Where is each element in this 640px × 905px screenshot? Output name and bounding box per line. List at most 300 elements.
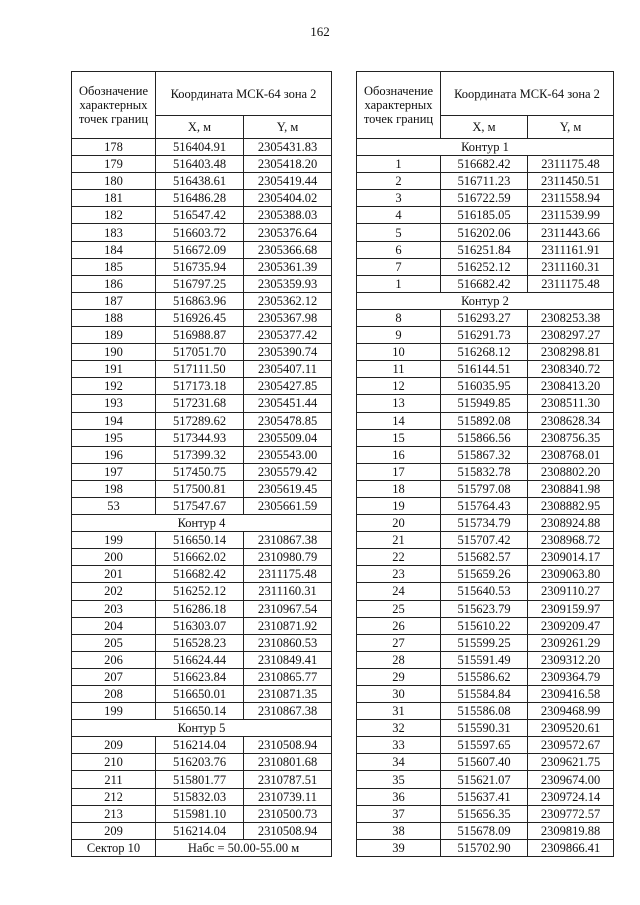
point-cell: 209 bbox=[72, 737, 156, 754]
y-cell: 2310867.38 bbox=[244, 703, 332, 720]
table-row bbox=[357, 668, 614, 685]
coordinates-table-left bbox=[71, 71, 332, 857]
point-cell: 200 bbox=[72, 549, 156, 566]
point-cell: 3 bbox=[357, 190, 441, 207]
y-cell: 2311175.48 bbox=[244, 566, 332, 583]
table-row bbox=[72, 822, 332, 839]
table-row bbox=[357, 258, 614, 275]
x-cell: 515797.08 bbox=[441, 480, 528, 497]
x-cell: 515586.62 bbox=[441, 668, 528, 685]
point-cell: 207 bbox=[72, 668, 156, 685]
section-label: Контур 5 bbox=[72, 720, 332, 737]
point-cell: 202 bbox=[72, 583, 156, 600]
point-cell: 21 bbox=[357, 532, 441, 549]
y-cell: 2308882.95 bbox=[528, 497, 614, 514]
x-cell: 516650.14 bbox=[156, 532, 244, 549]
x-cell: 516682.42 bbox=[441, 156, 528, 173]
table-row bbox=[72, 651, 332, 668]
table-row bbox=[72, 805, 332, 822]
sector-height: Набс = 50.00-55.00 м bbox=[156, 839, 332, 856]
y-cell: 2308768.01 bbox=[528, 446, 614, 463]
table-row bbox=[357, 429, 614, 446]
point-cell: 193 bbox=[72, 395, 156, 412]
y-cell: 2310865.77 bbox=[244, 668, 332, 685]
x-cell: 516486.28 bbox=[156, 190, 244, 207]
y-cell: 2309209.47 bbox=[528, 617, 614, 634]
x-cell: 517344.93 bbox=[156, 429, 244, 446]
y-cell: 2309674.00 bbox=[528, 771, 614, 788]
table-row bbox=[72, 378, 332, 395]
y-cell: 2305419.44 bbox=[244, 173, 332, 190]
point-cell: 8 bbox=[357, 309, 441, 326]
table-row bbox=[357, 275, 614, 292]
x-cell: 515640.53 bbox=[441, 583, 528, 600]
y-cell: 2309866.41 bbox=[528, 839, 614, 856]
point-cell: 197 bbox=[72, 463, 156, 480]
point-cell: 1 bbox=[357, 275, 441, 292]
point-cell: 29 bbox=[357, 668, 441, 685]
table-row bbox=[357, 480, 614, 497]
x-cell: 516624.44 bbox=[156, 651, 244, 668]
table-row bbox=[72, 737, 332, 754]
table-row bbox=[357, 361, 614, 378]
table-row bbox=[72, 292, 332, 309]
sector-label: Сектор 10 bbox=[72, 839, 156, 856]
point-cell: 181 bbox=[72, 190, 156, 207]
point-cell: 179 bbox=[72, 156, 156, 173]
y-cell: 2308756.35 bbox=[528, 429, 614, 446]
table-row bbox=[357, 515, 614, 532]
y-cell: 2308298.81 bbox=[528, 344, 614, 361]
point-cell: 19 bbox=[357, 497, 441, 514]
x-cell: 517547.67 bbox=[156, 497, 244, 514]
x-cell: 516202.06 bbox=[441, 224, 528, 241]
table-row bbox=[72, 788, 332, 805]
table-row bbox=[357, 600, 614, 617]
point-cell: 22 bbox=[357, 549, 441, 566]
table-row bbox=[357, 549, 614, 566]
point-cell: 13 bbox=[357, 395, 441, 412]
table-row bbox=[72, 275, 332, 292]
y-cell: 2310508.94 bbox=[244, 737, 332, 754]
point-cell: 34 bbox=[357, 754, 441, 771]
y-cell: 2309468.99 bbox=[528, 703, 614, 720]
point-cell: 28 bbox=[357, 651, 441, 668]
y-cell: 2309819.88 bbox=[528, 822, 614, 839]
point-cell: 213 bbox=[72, 805, 156, 822]
point-cell: 32 bbox=[357, 720, 441, 737]
table-row bbox=[357, 327, 614, 344]
x-cell: 516672.09 bbox=[156, 241, 244, 258]
point-cell: 195 bbox=[72, 429, 156, 446]
y-cell: 2311443.66 bbox=[528, 224, 614, 241]
x-cell: 515764.43 bbox=[441, 497, 528, 514]
x-cell: 517051.70 bbox=[156, 344, 244, 361]
table-row bbox=[72, 583, 332, 600]
table-row bbox=[357, 720, 614, 737]
table-row bbox=[72, 344, 332, 361]
y-cell: 2308340.72 bbox=[528, 361, 614, 378]
table-row bbox=[72, 412, 332, 429]
y-column-header: Y, м bbox=[528, 116, 614, 139]
point-cell: 16 bbox=[357, 446, 441, 463]
y-cell: 2305362.12 bbox=[244, 292, 332, 309]
x-cell: 516203.76 bbox=[156, 754, 244, 771]
table-row bbox=[357, 703, 614, 720]
x-cell: 517231.68 bbox=[156, 395, 244, 412]
x-cell: 516252.12 bbox=[156, 583, 244, 600]
y-cell: 2305418.20 bbox=[244, 156, 332, 173]
x-cell: 516623.84 bbox=[156, 668, 244, 685]
y-cell: 2310508.94 bbox=[244, 822, 332, 839]
x-cell: 517399.32 bbox=[156, 446, 244, 463]
y-cell: 2311160.31 bbox=[244, 583, 332, 600]
point-cell: 10 bbox=[357, 344, 441, 361]
section-label: Контур 1 bbox=[357, 139, 614, 156]
x-cell: 515866.56 bbox=[441, 429, 528, 446]
table-row bbox=[72, 463, 332, 480]
table-row bbox=[357, 686, 614, 703]
section-row bbox=[72, 515, 332, 532]
table-row bbox=[72, 497, 332, 514]
point-cell: 33 bbox=[357, 737, 441, 754]
x-cell: 515801.77 bbox=[156, 771, 244, 788]
point-cell: 189 bbox=[72, 327, 156, 344]
y-cell: 2309572.67 bbox=[528, 737, 614, 754]
table-row bbox=[357, 224, 614, 241]
point-cell: 39 bbox=[357, 839, 441, 856]
point-cell: 1 bbox=[357, 156, 441, 173]
y-cell: 2310500.73 bbox=[244, 805, 332, 822]
coordinates-table-right bbox=[356, 71, 614, 857]
table-row bbox=[72, 686, 332, 703]
x-cell: 516252.12 bbox=[441, 258, 528, 275]
table-row bbox=[357, 395, 614, 412]
y-cell: 2305619.45 bbox=[244, 480, 332, 497]
x-cell: 515607.40 bbox=[441, 754, 528, 771]
x-cell: 517173.18 bbox=[156, 378, 244, 395]
point-cell: 20 bbox=[357, 515, 441, 532]
x-cell: 515832.03 bbox=[156, 788, 244, 805]
point-cell: 208 bbox=[72, 686, 156, 703]
x-cell: 516528.23 bbox=[156, 634, 244, 651]
point-cell: 12 bbox=[357, 378, 441, 395]
table-row bbox=[72, 446, 332, 463]
section-label: Контур 4 bbox=[72, 515, 332, 532]
point-cell: 191 bbox=[72, 361, 156, 378]
y-cell: 2305377.42 bbox=[244, 327, 332, 344]
y-cell: 2305427.85 bbox=[244, 378, 332, 395]
y-cell: 2311161.91 bbox=[528, 241, 614, 258]
x-cell: 516404.91 bbox=[156, 139, 244, 156]
y-cell: 2308511.30 bbox=[528, 395, 614, 412]
table-row bbox=[72, 634, 332, 651]
point-cell: 204 bbox=[72, 617, 156, 634]
y-cell: 2305543.00 bbox=[244, 446, 332, 463]
section-row bbox=[357, 139, 614, 156]
x-cell: 516291.73 bbox=[441, 327, 528, 344]
y-cell: 2311160.31 bbox=[528, 258, 614, 275]
y-cell: 2310860.53 bbox=[244, 634, 332, 651]
point-cell: 24 bbox=[357, 583, 441, 600]
table-row bbox=[72, 754, 332, 771]
x-cell: 516144.51 bbox=[441, 361, 528, 378]
y-cell: 2310867.38 bbox=[244, 532, 332, 549]
point-cell: 188 bbox=[72, 309, 156, 326]
x-cell: 516293.27 bbox=[441, 309, 528, 326]
point-cell: 198 bbox=[72, 480, 156, 497]
point-cell: 187 bbox=[72, 292, 156, 309]
y-column-header: Y, м bbox=[244, 116, 332, 139]
y-cell: 2311175.48 bbox=[528, 156, 614, 173]
point-cell: 186 bbox=[72, 275, 156, 292]
x-cell: 516286.18 bbox=[156, 600, 244, 617]
point-cell: 26 bbox=[357, 617, 441, 634]
y-cell: 2311558.94 bbox=[528, 190, 614, 207]
y-cell: 2305451.44 bbox=[244, 395, 332, 412]
y-cell: 2308253.38 bbox=[528, 309, 614, 326]
x-cell: 516735.94 bbox=[156, 258, 244, 275]
point-cell: 25 bbox=[357, 600, 441, 617]
table-row bbox=[357, 651, 614, 668]
table-row bbox=[357, 378, 614, 395]
x-cell: 515610.22 bbox=[441, 617, 528, 634]
table-row bbox=[72, 429, 332, 446]
y-cell: 2310871.35 bbox=[244, 686, 332, 703]
y-cell: 2308297.27 bbox=[528, 327, 614, 344]
y-cell: 2308924.88 bbox=[528, 515, 614, 532]
x-cell: 515682.57 bbox=[441, 549, 528, 566]
point-cell: 4 bbox=[357, 207, 441, 224]
point-cell: 206 bbox=[72, 651, 156, 668]
x-cell: 515590.31 bbox=[441, 720, 528, 737]
point-cell: 178 bbox=[72, 139, 156, 156]
page-number: 162 bbox=[310, 24, 330, 39]
x-cell: 515659.26 bbox=[441, 566, 528, 583]
section-row bbox=[357, 292, 614, 309]
point-cell: 5 bbox=[357, 224, 441, 241]
x-cell: 515892.08 bbox=[441, 412, 528, 429]
table-row bbox=[72, 771, 332, 788]
point-cell: 199 bbox=[72, 703, 156, 720]
point-cell: 15 bbox=[357, 429, 441, 446]
x-cell: 517450.75 bbox=[156, 463, 244, 480]
x-cell: 516035.95 bbox=[441, 378, 528, 395]
x-cell: 517500.81 bbox=[156, 480, 244, 497]
x-cell: 516214.04 bbox=[156, 822, 244, 839]
y-cell: 2305366.68 bbox=[244, 241, 332, 258]
table-row bbox=[72, 258, 332, 275]
point-cell: 209 bbox=[72, 822, 156, 839]
point-cell: 30 bbox=[357, 686, 441, 703]
y-cell: 2305359.93 bbox=[244, 275, 332, 292]
y-cell: 2308802.20 bbox=[528, 463, 614, 480]
x-column-header: X, м bbox=[441, 116, 528, 139]
x-column-header: X, м bbox=[156, 116, 244, 139]
y-cell: 2310980.79 bbox=[244, 549, 332, 566]
y-cell: 2310967.54 bbox=[244, 600, 332, 617]
x-cell: 515867.32 bbox=[441, 446, 528, 463]
y-cell: 2310871.92 bbox=[244, 617, 332, 634]
x-cell: 515623.79 bbox=[441, 600, 528, 617]
table-row bbox=[357, 583, 614, 600]
x-cell: 516438.61 bbox=[156, 173, 244, 190]
x-cell: 516797.25 bbox=[156, 275, 244, 292]
table-row bbox=[357, 207, 614, 224]
table-row bbox=[72, 156, 332, 173]
x-cell: 515584.84 bbox=[441, 686, 528, 703]
x-cell: 517289.62 bbox=[156, 412, 244, 429]
point-cell: 212 bbox=[72, 788, 156, 805]
x-cell: 516722.59 bbox=[441, 190, 528, 207]
table-row bbox=[357, 190, 614, 207]
point-column-header: Обозначение характерных точек границ bbox=[72, 72, 156, 139]
point-cell: 185 bbox=[72, 258, 156, 275]
x-cell: 515656.35 bbox=[441, 805, 528, 822]
y-cell: 2309520.61 bbox=[528, 720, 614, 737]
point-cell: 7 bbox=[357, 258, 441, 275]
y-cell: 2305579.42 bbox=[244, 463, 332, 480]
table-row bbox=[357, 566, 614, 583]
table-row bbox=[72, 327, 332, 344]
table-row bbox=[72, 668, 332, 685]
point-cell: 35 bbox=[357, 771, 441, 788]
table-row bbox=[357, 788, 614, 805]
table-row bbox=[72, 617, 332, 634]
point-cell: 184 bbox=[72, 241, 156, 258]
x-cell: 516303.07 bbox=[156, 617, 244, 634]
table-row bbox=[357, 532, 614, 549]
x-cell: 515702.90 bbox=[441, 839, 528, 856]
x-cell: 515621.07 bbox=[441, 771, 528, 788]
table-row bbox=[72, 309, 332, 326]
table-row bbox=[357, 309, 614, 326]
y-cell: 2309416.58 bbox=[528, 686, 614, 703]
table-row bbox=[357, 412, 614, 429]
x-cell: 515734.79 bbox=[441, 515, 528, 532]
point-cell: 31 bbox=[357, 703, 441, 720]
y-cell: 2310787.51 bbox=[244, 771, 332, 788]
point-cell: 11 bbox=[357, 361, 441, 378]
table-row bbox=[72, 600, 332, 617]
table-row bbox=[72, 190, 332, 207]
x-cell: 516662.02 bbox=[156, 549, 244, 566]
x-cell: 516650.14 bbox=[156, 703, 244, 720]
table-row bbox=[72, 566, 332, 583]
point-cell: 38 bbox=[357, 822, 441, 839]
x-cell: 516268.12 bbox=[441, 344, 528, 361]
x-cell: 516682.42 bbox=[156, 566, 244, 583]
sector-row bbox=[72, 839, 332, 856]
table-row bbox=[72, 480, 332, 497]
x-cell: 516988.87 bbox=[156, 327, 244, 344]
y-cell: 2311539.99 bbox=[528, 207, 614, 224]
y-cell: 2309110.27 bbox=[528, 583, 614, 600]
y-cell: 2309261.29 bbox=[528, 634, 614, 651]
x-cell: 515707.42 bbox=[441, 532, 528, 549]
point-cell: 205 bbox=[72, 634, 156, 651]
table-row bbox=[357, 497, 614, 514]
point-cell: 199 bbox=[72, 532, 156, 549]
x-cell: 516403.48 bbox=[156, 156, 244, 173]
y-cell: 2305431.83 bbox=[244, 139, 332, 156]
y-cell: 2305509.04 bbox=[244, 429, 332, 446]
point-cell: 18 bbox=[357, 480, 441, 497]
x-cell: 515599.25 bbox=[441, 634, 528, 651]
section-label: Контур 2 bbox=[357, 292, 614, 309]
table-row bbox=[357, 839, 614, 856]
y-cell: 2309772.57 bbox=[528, 805, 614, 822]
y-cell: 2311175.48 bbox=[528, 275, 614, 292]
point-cell: 196 bbox=[72, 446, 156, 463]
y-cell: 2305361.39 bbox=[244, 258, 332, 275]
x-cell: 515591.49 bbox=[441, 651, 528, 668]
point-cell: 36 bbox=[357, 788, 441, 805]
table-row bbox=[72, 139, 332, 156]
point-cell: 53 bbox=[72, 497, 156, 514]
table-row bbox=[357, 344, 614, 361]
y-cell: 2305367.98 bbox=[244, 309, 332, 326]
point-cell: 9 bbox=[357, 327, 441, 344]
coordinate-column-header: Координата МСК-64 зона 2 bbox=[156, 72, 332, 116]
y-cell: 2309014.17 bbox=[528, 549, 614, 566]
table-row bbox=[357, 156, 614, 173]
table-row bbox=[357, 173, 614, 190]
point-cell: 14 bbox=[357, 412, 441, 429]
y-cell: 2305388.03 bbox=[244, 207, 332, 224]
table-row bbox=[72, 361, 332, 378]
table-row bbox=[72, 241, 332, 258]
x-cell: 515597.65 bbox=[441, 737, 528, 754]
point-cell: 190 bbox=[72, 344, 156, 361]
y-cell: 2305390.74 bbox=[244, 344, 332, 361]
y-cell: 2308968.72 bbox=[528, 532, 614, 549]
x-cell: 516682.42 bbox=[441, 275, 528, 292]
y-cell: 2309159.97 bbox=[528, 600, 614, 617]
table-row bbox=[72, 395, 332, 412]
y-cell: 2305478.85 bbox=[244, 412, 332, 429]
point-cell: 210 bbox=[72, 754, 156, 771]
x-cell: 515637.41 bbox=[441, 788, 528, 805]
point-cell: 194 bbox=[72, 412, 156, 429]
x-cell: 516214.04 bbox=[156, 737, 244, 754]
x-cell: 515981.10 bbox=[156, 805, 244, 822]
x-cell: 516926.45 bbox=[156, 309, 244, 326]
table-row bbox=[357, 446, 614, 463]
table-row bbox=[357, 634, 614, 651]
point-cell: 27 bbox=[357, 634, 441, 651]
y-cell: 2308413.20 bbox=[528, 378, 614, 395]
point-cell: 203 bbox=[72, 600, 156, 617]
x-cell: 516603.72 bbox=[156, 224, 244, 241]
point-cell: 17 bbox=[357, 463, 441, 480]
point-cell: 2 bbox=[357, 173, 441, 190]
table-row bbox=[357, 617, 614, 634]
x-cell: 515678.09 bbox=[441, 822, 528, 839]
x-cell: 516185.05 bbox=[441, 207, 528, 224]
point-cell: 192 bbox=[72, 378, 156, 395]
table-row bbox=[72, 532, 332, 549]
table-row bbox=[72, 224, 332, 241]
x-cell: 515949.85 bbox=[441, 395, 528, 412]
x-cell: 516711.23 bbox=[441, 173, 528, 190]
point-column-header: Обозначение характерных точек границ bbox=[357, 72, 441, 139]
table-row bbox=[72, 173, 332, 190]
y-cell: 2305661.59 bbox=[244, 497, 332, 514]
point-cell: 180 bbox=[72, 173, 156, 190]
y-cell: 2305376.64 bbox=[244, 224, 332, 241]
y-cell: 2308628.34 bbox=[528, 412, 614, 429]
